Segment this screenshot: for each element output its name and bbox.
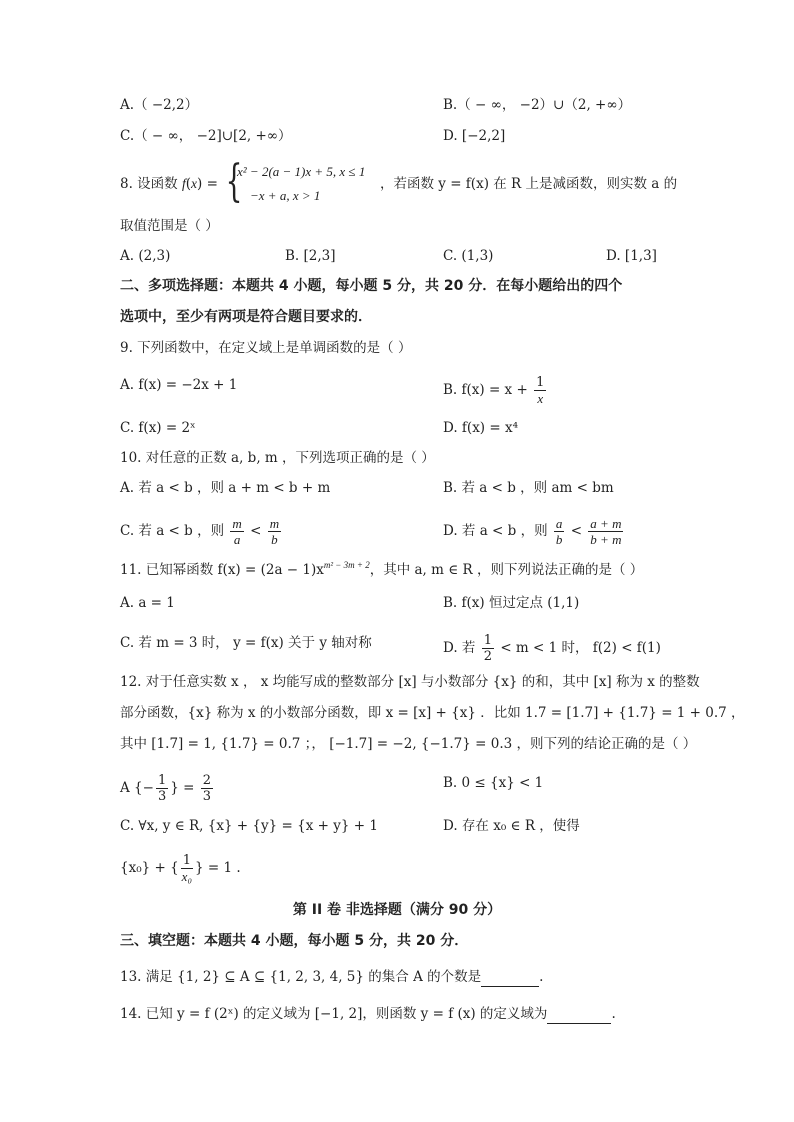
q8-option-b: B. [2,3] bbox=[285, 248, 336, 264]
q9-option-c: C. f(x) = 2ˣ bbox=[120, 420, 196, 436]
q12-option-d: D. 存在 x₀ ∈ R ，使得 bbox=[443, 818, 580, 834]
q11-d-fraction: $\frac{1}{2}$ bbox=[483, 633, 493, 664]
q9-option-d: D. f(x) = x⁴ bbox=[443, 420, 518, 436]
q11-stem: 11. 已知幂函数 $f(x) = (2a - 1)x^{m^2 - 3m + 2}$，其中 a, m ∈ R ，则下列说法正确的是（ ） bbox=[120, 560, 644, 578]
q9-option-b: B. f(x) = x + $\frac{1}{x}$ bbox=[443, 375, 545, 406]
q12-line-2: 部分函数，{x} 称为 x 的小数部分函数，即 x = [x] + {x} ．比如 1.7 = [1.7] + {1.7} = 1 + 0.7 ， bbox=[120, 705, 745, 721]
q12-option-c: C. ∀x, y ∈ R, {x} + {y} = {x + y} + 1 bbox=[120, 818, 378, 834]
q8-brace: { bbox=[225, 156, 243, 207]
q10-option-d: D. 若 a < b ，则 $\frac{a}{b}$ < $\frac{a + m}{b + m}$ bbox=[443, 516, 622, 547]
q10-d-frac-left: $\frac{a}{b}$ bbox=[555, 516, 563, 547]
q11-option-a: A. a = 1 bbox=[120, 595, 175, 611]
q11-option-b: B. f(x) 恒过定点 (1,1) bbox=[443, 595, 580, 611]
q10-option-b: B. 若 a < b ，则 am < bm bbox=[443, 480, 614, 496]
q10-option-c: C. 若 a < b ，则 $\frac{m}{a}$ < $\frac{m}{b}$ bbox=[120, 516, 280, 547]
q7-option-a: A.（ −2,2） bbox=[120, 97, 199, 113]
section3-heading: 三、填空题：本题共 4 小题，每小题 5 分，共 20 分． bbox=[120, 933, 469, 949]
q13-stem: 13. 满足 {1, 2} ⊆ A ⊆ {1, 2, 3, 4, 5} 的集合 A 的个数是 . bbox=[120, 969, 544, 985]
q7-option-c: C.（ − ∞， −2]∪[2, +∞） bbox=[120, 128, 292, 144]
q7-option-b: B.（ − ∞， −2）∪（2, +∞） bbox=[443, 97, 632, 113]
q8-option-c: C. (1,3) bbox=[443, 248, 494, 264]
q12-option-d-continued: {x₀} + { $\frac{1}{\text{x₀}}$ } = 1 . bbox=[120, 853, 241, 884]
q8-piece-1: x² − 2(a − 1)x + 5, x ≤ 1 bbox=[237, 164, 366, 179]
q7-option-d: D. [−2,2] bbox=[443, 128, 506, 144]
q10-c-frac-right: $\frac{m}{b}$ bbox=[269, 516, 280, 547]
q9-stem: 9. 下列函数中，在定义域上是单调函数的是（ ） bbox=[120, 340, 412, 356]
q8-stem-mid: ，若函数 y = f(x) 在 R 上是减函数，则实数 a 的 bbox=[380, 176, 678, 192]
q12-a-frac-left: $\frac{1}{3}$ bbox=[157, 773, 167, 804]
q12-line-3: 其中 [1.7] = 1, {1.7} = 0.7 ；， [−1.7] = −2, {−1.7} = 0.3 ，则下列的结论正确的是（ ） bbox=[120, 736, 697, 752]
q14-stem: 14. 已知 y = f (2ˣ) 的定义域为 [−1, 2]，则函数 y = f (x) 的定义域为 . bbox=[120, 1006, 616, 1022]
q14-answer-blank[interactable] bbox=[547, 1009, 611, 1024]
q12-d-fraction: $\frac{1}{\text{x₀}}$ bbox=[181, 853, 192, 884]
q10-stem: 10. 对任意的正数 a, b, m ，下列选项正确的是（ ） bbox=[120, 450, 435, 466]
section2-heading-line1: 二、多项选择题：本题共 4 小题，每小题 5 分，共 20 分．在每小题给出的四个 bbox=[120, 278, 623, 294]
q12-line-1: 12. 对于任意实数 x ， x 均能写成的整数部分 [x] 与小数部分 {x} 的和，其中 [x] 称为 x 的整数 bbox=[120, 674, 700, 690]
q10-c-frac-left: $\frac{m}{a}$ bbox=[232, 516, 242, 547]
q13-answer-blank[interactable] bbox=[481, 972, 539, 987]
section2-heading-line2: 选项中，至少有两项是符合题目要求的． bbox=[120, 309, 372, 325]
q8-option-d: D. [1,3] bbox=[606, 248, 657, 264]
q8-stem-start: 8. 设函数 f(x) = bbox=[120, 176, 218, 192]
q10-d-frac-right: $\frac{a + m}{b + m}$ bbox=[590, 516, 622, 547]
q8-stem-end: 取值范围是（ ） bbox=[120, 218, 219, 234]
q11-option-d: D. 若 $\frac{1}{2}$ < m < 1 时， f(2) < f(1) bbox=[443, 633, 661, 664]
part2-title: 第 II 卷 非选择题（满分 90 分） bbox=[292, 902, 502, 918]
q9-b-fraction: $\frac{1}{x}$ bbox=[536, 375, 545, 406]
q12-a-frac-right: $\frac{2}{3}$ bbox=[202, 773, 212, 804]
q8-option-a: A. (2,3) bbox=[120, 248, 171, 264]
q12-option-b: B. 0 ≤ {x} < 1 bbox=[443, 775, 544, 791]
q11-option-c: C. 若 m = 3 时， y = f(x) 关于 y 轴对称 bbox=[120, 635, 372, 651]
q8-piece-2: −x + a, x > 1 bbox=[250, 188, 321, 203]
q12-option-a: A {− $\frac{1}{3}$ } = $\frac{2}{3}$ bbox=[120, 773, 212, 804]
q9-option-a: A. f(x) = −2x + 1 bbox=[120, 377, 238, 393]
q10-option-a: A. 若 a < b ，则 a + m < b + m bbox=[120, 480, 331, 496]
